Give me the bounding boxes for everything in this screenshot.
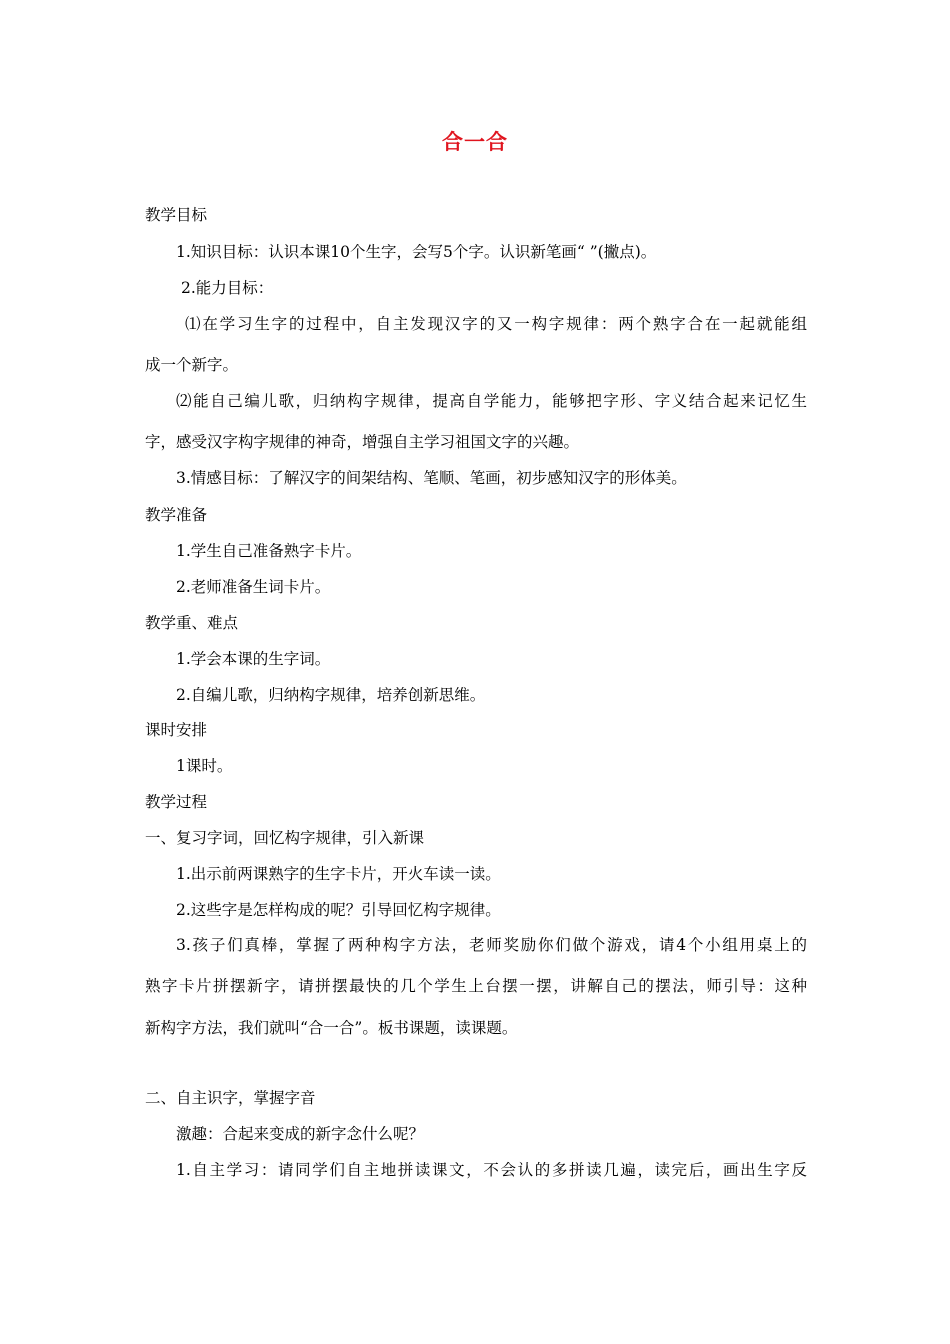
paragraph: 1.自主学习：请同学们自主地拼读课文，不会认的多拼读几遍，读完后，画出生字反: [176, 1161, 807, 1179]
paragraph: 1课时。: [176, 757, 233, 775]
paragraph: 1.学会本课的生字词。: [176, 650, 331, 668]
paragraph: 1.知识目标：认识本课10个生字，会写5个字。认识新笔画“ ”(撇点)。: [176, 243, 657, 261]
section-heading-schedule: 课时安排: [145, 721, 208, 739]
paragraph: 2.能力目标：: [181, 279, 274, 297]
document-title: 合一合: [442, 130, 508, 154]
paragraph: 3.情感目标：了解汉字的间架结构、笔顺、笔画，初步感知汉字的形体美。: [176, 469, 687, 487]
paragraph: 1.学生自己准备熟字卡片。: [176, 542, 362, 560]
section-heading-key-points: 教学重、难点: [145, 614, 239, 632]
paragraph: 2.自编儿歌，归纳构字规律，培养创新思维。: [176, 686, 486, 704]
paragraph-continuation: 新构字方法，我们就叫“合一合”。板书课题，读课题。: [145, 1019, 518, 1037]
paragraph: 3.孩子们真棒，掌握了两种构字方法，老师奖励你们做个游戏，请4个小组用桌上的: [176, 936, 807, 954]
paragraph-continuation: 成一个新字。: [145, 356, 239, 374]
paragraph-continuation: 字，感受汉字构字规律的神奇，增强自主学习祖国文字的兴趣。: [145, 433, 580, 451]
paragraph: 1.出示前两课熟字的生字卡片，开火车读一读。: [176, 865, 501, 883]
paragraph: 2.老师准备生词卡片。: [176, 578, 331, 596]
section-heading-process: 教学过程: [145, 793, 208, 811]
subsection-heading: 二、自主识字，掌握字音: [145, 1089, 316, 1107]
section-heading-preparation: 教学准备: [145, 506, 208, 524]
paragraph: ⑴在学习生字的过程中，自主发现汉字的又一构字规律：两个熟字合在一起就能组: [185, 315, 807, 333]
section-heading-goals: 教学目标: [145, 206, 208, 224]
paragraph: 2.这些字是怎样构成的呢？引导回忆构字规律。: [176, 901, 501, 919]
paragraph-continuation: 熟字卡片拼摆新字，请拼摆最快的几个学生上台摆一摆，讲解自己的摆法，师引导：这种: [145, 977, 807, 995]
paragraph: 激趣：合起来变成的新字念什么呢？: [176, 1125, 425, 1143]
subsection-heading: 一、复习字词，回忆构字规律，引入新课: [145, 829, 425, 847]
paragraph: ⑵能自己编儿歌，归纳构字规律，提高自学能力，能够把字形、字义结合起来记忆生: [176, 392, 807, 410]
